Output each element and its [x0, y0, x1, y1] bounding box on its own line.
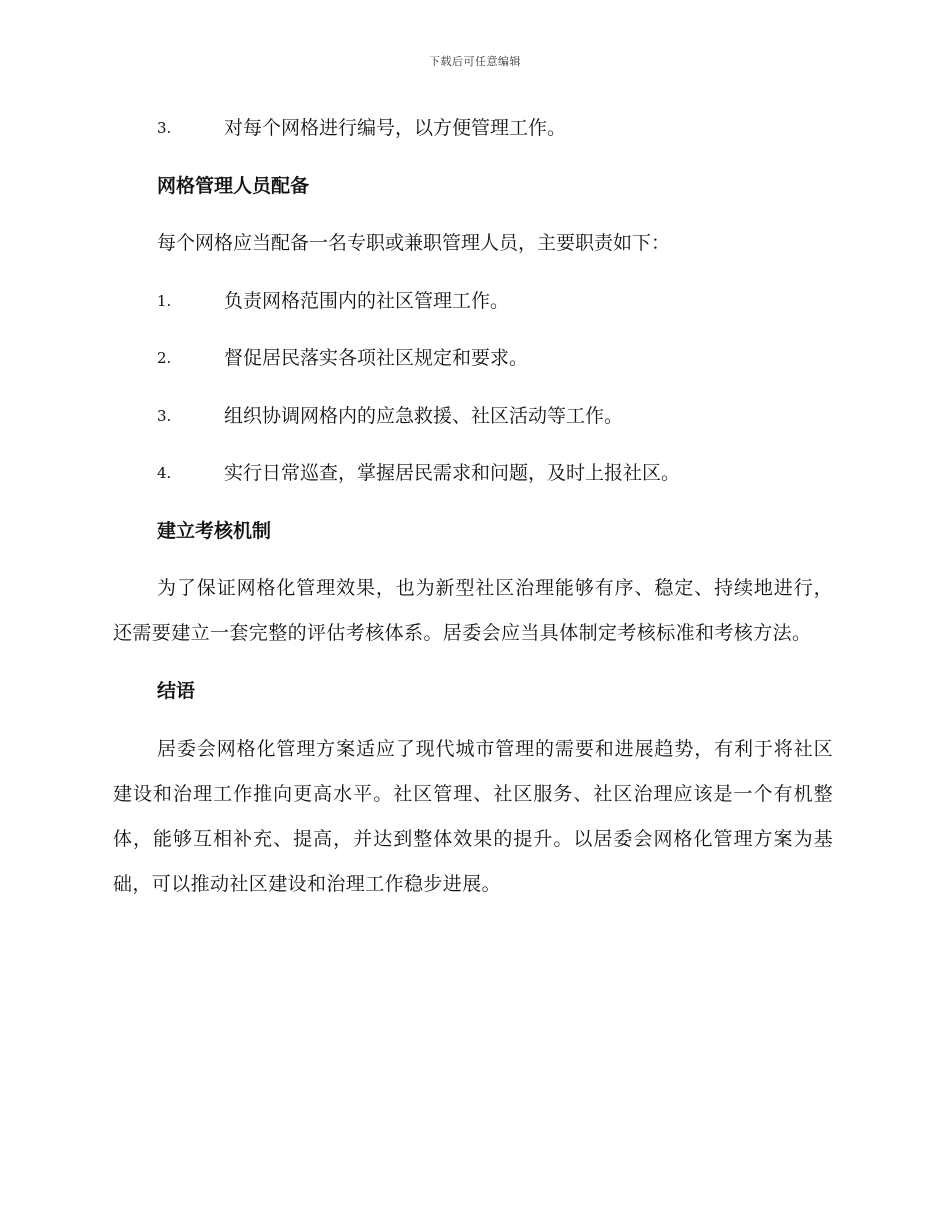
list-item [113, 113, 833, 143]
section-intro: 每个网格应当配备一名专职或兼职管理人员，主要职责如下： [157, 232, 671, 254]
document-body [113, 113, 833, 927]
list-item [113, 343, 833, 373]
section-heading-staffing: 网格管理人员配备 [157, 174, 310, 197]
list-item-text: 督促居民落实各项社区规定和要求。 [224, 347, 529, 369]
list-item [113, 401, 833, 431]
list-item-number: 3. [157, 119, 172, 137]
section-paragraph-assessment: 为了保证网格化管理效果，也为新型社区治理能够有序、稳定、持续地进行，还需要建立一套完整的评估考核体系。居委会应当具体制定考核标准和考核方法。 [113, 577, 833, 644]
list-item-number: 3. [157, 406, 172, 425]
list-item-number: 4. [157, 464, 172, 482]
page-header: 下载后可任意编辑 [429, 55, 521, 68]
list-item-text: 负责网格范围内的社区管理工作。 [224, 289, 510, 312]
list-item-number: 2. [157, 349, 172, 367]
list-item [113, 286, 833, 316]
section-paragraph-conclusion: 居委会网格化管理方案适应了现代城市管理的需要和进展趋势，有利于将社区建设和治理工作推向更高水平。社区管理、社区服务、社区治理应该是一个有机整体，能够互相补充、提高，并达到整体效果的提升。以居委会网格化管理方案为基础，可以推动社区建设和治理工作稳步进展。 [113, 737, 833, 895]
list-item-text: 组织协调网格内的应急救援、社区活动等工作。 [224, 404, 624, 427]
list-item-number: 1. [157, 291, 172, 310]
list-item [113, 458, 833, 488]
section-heading-conclusion: 结语 [157, 680, 196, 702]
list-item-text: 对每个网格进行编号，以方便管理工作。 [224, 117, 567, 139]
section-heading-assessment: 建立考核机制 [157, 519, 272, 542]
list-item-text: 实行日常巡查，掌握居民需求和问题，及时上报社区。 [224, 462, 681, 484]
